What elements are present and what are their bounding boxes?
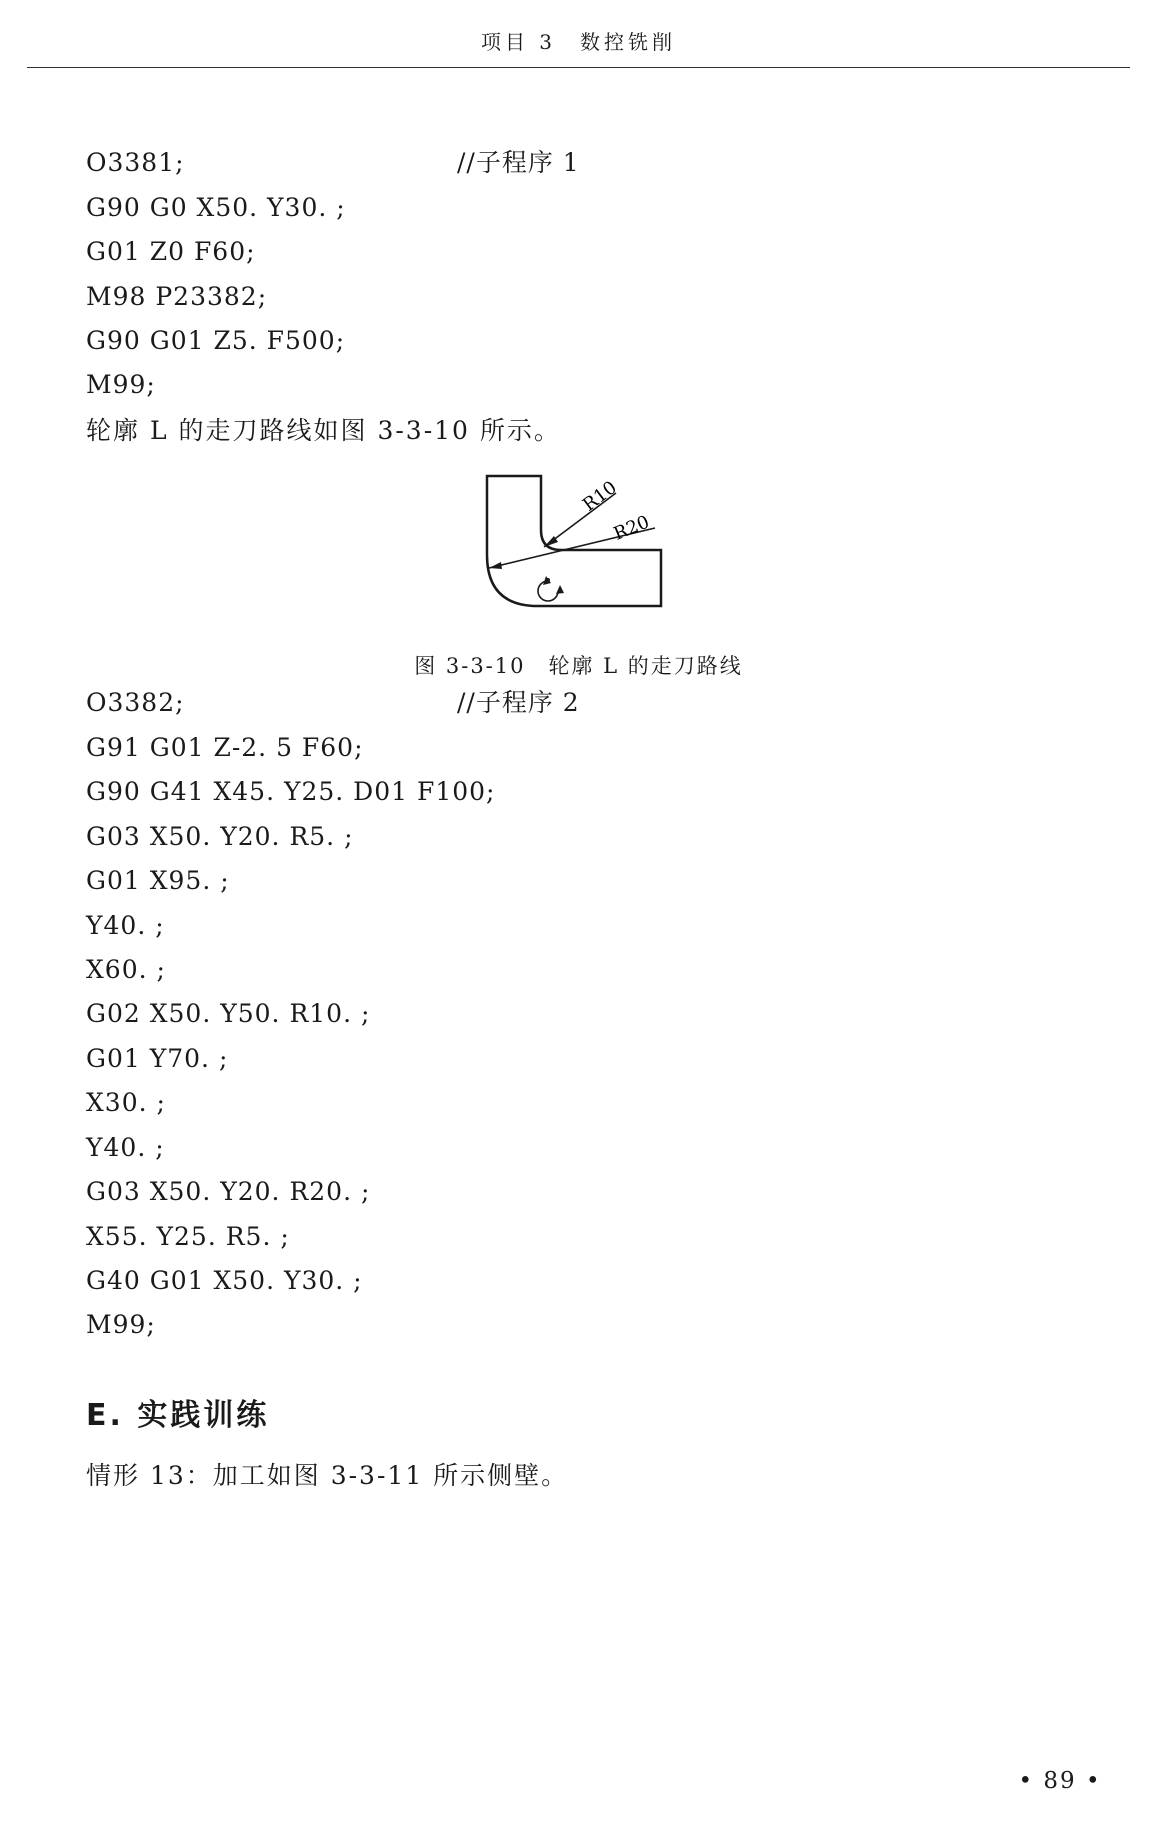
- page-header: [0, 0, 1157, 70]
- program2-line: M99;: [86, 1310, 156, 1339]
- program1-comment: //子程序 1: [457, 148, 580, 177]
- program2-line: Y40. ;: [86, 1133, 165, 1162]
- program2-line: G02 X50. Y50. R10. ;: [86, 999, 371, 1028]
- program2-line: X55. Y25. R5. ;: [86, 1222, 290, 1251]
- program1-line: G90 G0 X50. Y30. ;: [86, 193, 346, 222]
- header-title: 项目 3 数控铣削: [480, 30, 677, 54]
- r10-label: R10: [579, 477, 621, 516]
- toolpath-figure: [480, 468, 680, 618]
- program1-line: M99;: [86, 370, 156, 399]
- tool-approach-arc: [538, 581, 558, 601]
- program2-line: X60. ;: [86, 955, 166, 984]
- program2-line: Y40. ;: [86, 911, 165, 940]
- program1-name: O3381;: [86, 148, 185, 177]
- figure-caption: 图 3-3-10 轮廓 L 的走刀路线: [414, 654, 743, 678]
- program2-comment: //子程序 2: [457, 688, 580, 717]
- program2-line: G01 Y70. ;: [86, 1044, 229, 1073]
- r20-label: R20: [610, 511, 653, 545]
- program1-line: G90 G01 Z5. F500;: [86, 326, 346, 355]
- start-point-marker: [546, 578, 550, 582]
- program2-name: O3382;: [86, 688, 185, 717]
- program1-line: G01 Z0 F60;: [86, 237, 256, 266]
- program2-line: X30. ;: [86, 1088, 166, 1117]
- program2-line: G01 X95. ;: [86, 866, 230, 895]
- header-divider: [27, 67, 1130, 68]
- contour-l-outline: [487, 476, 661, 606]
- page-number: • 89 •: [1018, 1768, 1102, 1794]
- intro-text: 轮廓 L 的走刀路线如图 3-3-10 所示。: [86, 416, 561, 445]
- program2-line: G40 G01 X50. Y30. ;: [86, 1266, 363, 1295]
- program2-line: G03 X50. Y20. R5. ;: [86, 822, 354, 851]
- program1-line: M98 P23382;: [86, 282, 268, 311]
- exercise-text: 情形 13：加工如图 3-3-11 所示侧壁。: [86, 1461, 569, 1490]
- r20-arrowhead: [489, 562, 502, 569]
- program2-line: G90 G41 X45. Y25. D01 F100;: [86, 777, 496, 806]
- program2-line: G03 X50. Y20. R20. ;: [86, 1177, 371, 1206]
- section-heading: E. 实践训练: [86, 1398, 270, 1433]
- program2-line: G91 G01 Z-2. 5 F60;: [86, 733, 364, 762]
- retract-arrowhead: [556, 585, 564, 594]
